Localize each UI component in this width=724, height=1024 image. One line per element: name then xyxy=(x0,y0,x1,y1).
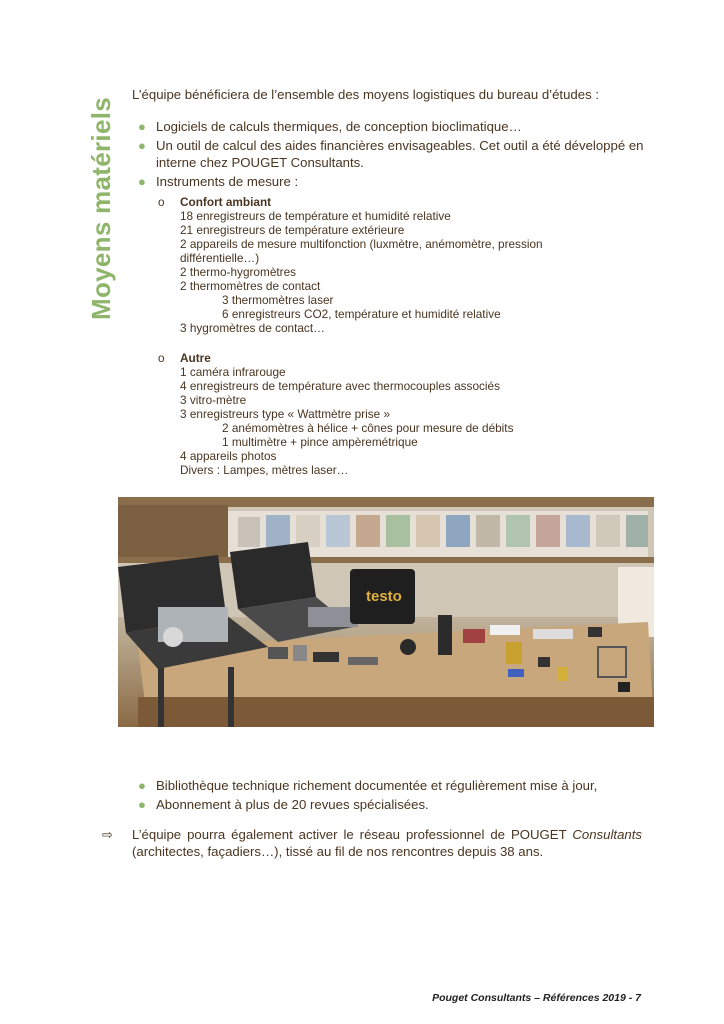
intro-text: L’équipe bénéficiera de l’ensemble des moyens logistiques du bureau d’études : xyxy=(132,87,600,102)
equipment-photo xyxy=(118,497,654,727)
library-list xyxy=(138,777,597,815)
section-title-text: Moyens matériels xyxy=(85,96,116,320)
list-item: 1 caméra infrarouge xyxy=(180,365,286,379)
section-title xyxy=(84,92,118,324)
list-item: ● Logiciels de calculs thermiques, de conception bioclimatique… xyxy=(138,119,522,134)
bullet-icon: ● xyxy=(138,138,146,153)
list-item: 21 enregistreurs de température extérieure xyxy=(180,223,405,237)
bullet-icon: ● xyxy=(138,797,146,812)
list-item: 2 thermomètres de contact xyxy=(180,279,321,293)
list-item: 3 vitro-mètre xyxy=(180,393,247,407)
equipment-photo-illustration xyxy=(118,497,654,727)
list-item: 3 thermomètres laser xyxy=(222,293,334,307)
list-item: 4 appareils photos xyxy=(180,449,277,463)
list-item: ● Abonnement à plus de 20 revues spécialisées. xyxy=(138,797,429,812)
list-item: 18 enregistreurs de température et humidité relative xyxy=(180,209,451,223)
autre-heading: Autre xyxy=(180,351,211,365)
list-item: ● Instruments de mesure : xyxy=(138,174,299,189)
list-item: 2 thermo-hygromètres xyxy=(180,265,297,279)
list-item: 2 anémomètres à hélice + cônes pour mesure de débits xyxy=(222,421,514,435)
bullet-icon: ● xyxy=(138,119,146,134)
bullet-icon: ● xyxy=(138,778,146,793)
testo-logo: testo xyxy=(366,588,402,605)
list-item: ● Un outil de calcul des aides financières envisageables. Cet outil a été développé en interne chez POUGET Consultants. xyxy=(138,138,644,170)
list-item: 1 multimètre + pince ampèremétrique xyxy=(222,435,418,449)
bullet-icon: ● xyxy=(138,174,146,189)
list-item: Divers : Lampes, mètres laser… xyxy=(180,463,349,477)
circle-bullet-icon: o xyxy=(158,351,165,365)
list-item: 2 appareils de mesure multifonction (luxmètre, anémomètre, pression différentielle…) xyxy=(180,237,543,265)
list-item: 3 enregistreurs type « Wattmètre prise » xyxy=(180,407,391,421)
list-item: 3 hygromètres de contact… xyxy=(180,321,325,335)
network-note xyxy=(102,826,642,860)
arrow-right-icon: ⇨ xyxy=(102,827,114,842)
list-item: 4 enregistreurs de température avec thermocouples associés xyxy=(180,379,500,393)
resources-list xyxy=(138,118,658,192)
confort-heading: Confort ambiant xyxy=(180,195,272,209)
list-item: ● Bibliothèque technique richement documentée et régulièrement mise à jour, xyxy=(138,778,598,793)
page-footer: Pouget Consultants – Références 2019 - 7 xyxy=(432,992,641,1004)
list-item: 6 enregistreurs CO2, température et humidité relative xyxy=(222,307,501,321)
circle-bullet-icon: o xyxy=(158,195,165,209)
network-note-text: L’équipe pourra également activer le réseau professionnel de POUGET Consultants (architectes, façadiers…), tissé au fil de nos rencontres depuis 38 ans. xyxy=(132,827,642,859)
